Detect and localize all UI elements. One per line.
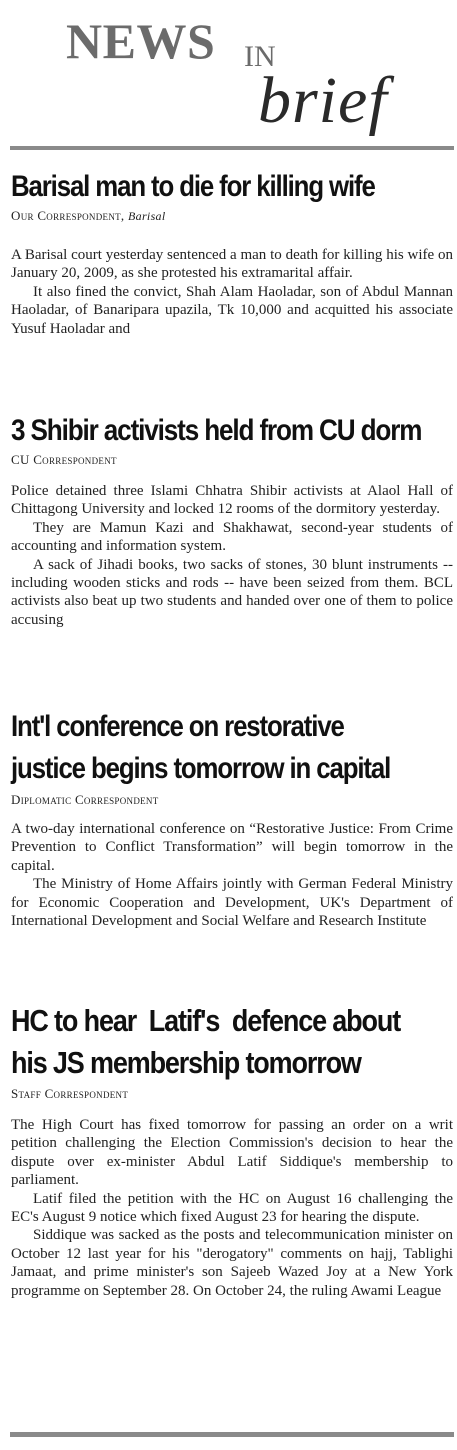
story-body: [11, 482, 453, 629]
story-paragraph: The Ministry of Home Affairs jointly with German Federal Ministry for Economic Cooperation and Development, UK's Department of International Development and Social Welfare and Research Institute: [11, 876, 453, 930]
story-body: [11, 1116, 453, 1300]
masthead: [0, 0, 457, 150]
byline-place: Barisal: [128, 209, 166, 223]
story-body: [11, 246, 453, 338]
story-byline: Diplomatic Correspondent: [11, 792, 159, 807]
story-paragraph: A sack of Jihadi books, two sacks of stones, 30 blunt instruments -- including wooden sticks and rods -- have been seized from them. BCL activists also beat up two students and handed over one of them to police accusing: [11, 556, 453, 628]
story-paragraph: The High Court has fixed tomorrow for passing an order on a writ petition challenging the Election Commission's decision to hear the dispute over ex-minister Abdul Latif Siddique's membership to parliament.: [11, 1117, 453, 1189]
story-paragraph: A Barisal court yesterday sentenced a man to death for killing his wife on January 20, 2009, as she protested his extramarital affair.: [11, 247, 453, 282]
story-paragraph: It also fined the convict, Shah Alam Haoladar, son of Abdul Mannan Haoladar, of Banaripara upazila, Tk 10,000 and acquitted his associate Yusuf Haoladar and: [11, 283, 453, 337]
story-hc-latif: [11, 1000, 453, 1300]
story-headline-line1: HC to hear Latif's defence about: [11, 1003, 401, 1038]
story-byline: CU Correspondent: [11, 452, 117, 467]
story-headline: 3 Shibir activists held from CU dorm: [11, 414, 422, 447]
story-paragraph: They are Mamun Kazi and Shakhawat, second-year students of accounting and information system.: [11, 519, 453, 555]
top-rule: [10, 146, 454, 150]
masthead-news: NEWS: [66, 13, 216, 69]
story-paragraph: A two-day international conference on “Restorative Justice: From Crime Prevention to Conflict Transformation” will begin tomorrow in the capital.: [11, 821, 453, 874]
masthead-in: IN: [244, 40, 276, 73]
story-body: [11, 820, 453, 930]
story-headline-line2: his JS membership tomorrow: [11, 1045, 361, 1080]
story-headline-line1: Int'l conference on restorative: [11, 710, 344, 743]
story-paragraph: Siddique was sacked as the posts and telecommunication minister on October 12 last year for his "derogatory" comments on hajj, Tablighi Jamaat, and prime minister's son Sajeeb Wazed Joy at a New York programme on September 28. On October 24, the ruling Awami League: [11, 1227, 453, 1299]
story-shibir: [11, 412, 453, 629]
byline-text: Our Correspondent,: [11, 208, 125, 223]
story-paragraph: Police detained three Islami Chhatra Shibir activists at Alaol Hall of Chittagong University and locked 12 rooms of the dormitory yesterday.: [11, 483, 453, 518]
story-barisal: [11, 168, 453, 338]
story-conference: [11, 706, 453, 930]
story-byline: Staff Correspondent: [11, 1086, 129, 1101]
story-headline-line2: justice begins tomorrow in capital: [11, 752, 391, 785]
story-byline: [11, 208, 453, 224]
bottom-rule: [10, 1432, 454, 1437]
story-paragraph: Latif filed the petition with the HC on August 16 challenging the EC's August 9 notice which fixed August 23 for hearing the dispute.: [11, 1190, 453, 1226]
story-headline: Barisal man to die for killing wife: [11, 170, 375, 203]
masthead-brief: brief: [258, 64, 388, 137]
